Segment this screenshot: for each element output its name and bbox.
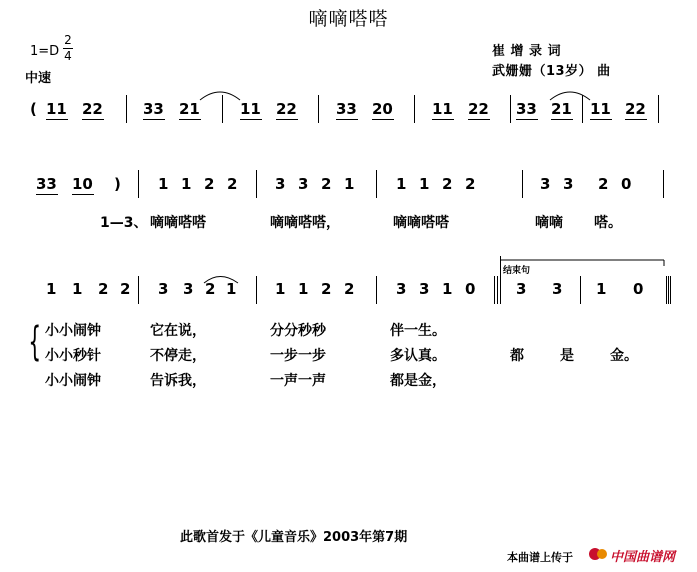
intro-lyric: 嘀嘀 [535, 215, 563, 231]
ending-label: 结束句 [503, 266, 531, 276]
note: 22 [276, 100, 297, 118]
note: 22 [625, 100, 646, 118]
note: 1 [596, 280, 607, 298]
note: 2 [98, 280, 109, 298]
note: 1 [442, 280, 453, 298]
note: 3 [396, 280, 407, 298]
note: 33 [143, 100, 164, 118]
note: 33 [36, 175, 57, 193]
note: 3 [298, 175, 309, 193]
tempo-marking: 中速 [25, 71, 52, 86]
note: ( [30, 100, 37, 118]
note: 2 [321, 280, 332, 298]
barline [510, 95, 511, 123]
upload-note: 本曲谱上传于 [507, 551, 573, 564]
verse-lyric: 小小闹钟 [45, 323, 101, 339]
site-logo[interactable]: 中国曲谱网 [610, 550, 676, 565]
time-signature-top: 2 [64, 33, 72, 47]
song-title: 嘀嘀嗒嗒 [308, 8, 389, 30]
note: 1 [158, 175, 169, 193]
note: 1 [344, 175, 355, 193]
verse-lyric: 都 [510, 348, 524, 364]
barline [582, 95, 583, 123]
final-barline [670, 276, 671, 304]
repeat-barline [494, 276, 495, 304]
beam-underline [143, 119, 165, 120]
verse-lyric: 金。 [610, 348, 638, 364]
verse-lyric: 告诉我， [150, 373, 206, 389]
verse-lyric: 一声一声 [270, 373, 326, 389]
verse-lyric: 分分秒秒 [270, 323, 326, 339]
verse-lyric: 是 [560, 348, 574, 364]
note: 10 [72, 175, 93, 193]
note: 33 [516, 100, 537, 118]
verse-lyric: 不停走， [150, 348, 206, 364]
beam-underline [36, 194, 58, 195]
note: 3 [516, 280, 527, 298]
verse-lyric: 小小闹钟 [45, 373, 101, 389]
barline [256, 170, 257, 198]
verse-lyric: 伴一生。 [390, 323, 446, 339]
beam-underline [240, 119, 262, 120]
note: 2 [344, 280, 355, 298]
intro-lyric: 嗒。 [594, 215, 622, 231]
note: 3 [540, 175, 551, 193]
barline [376, 170, 377, 198]
beam-underline [276, 119, 298, 120]
note: 1 [46, 280, 57, 298]
barline [376, 276, 377, 304]
verse-lyric: 小小秒针 [45, 348, 101, 364]
note: 20 [372, 100, 393, 118]
note: 3 [419, 280, 430, 298]
note: 2 [204, 175, 215, 193]
barline [522, 170, 523, 198]
beam-underline [336, 119, 358, 120]
note: 11 [46, 100, 67, 118]
verse-lyric: 一步一步 [270, 348, 326, 364]
barline [222, 95, 223, 123]
beam-underline [72, 194, 94, 195]
barline [318, 95, 319, 123]
note: 11 [590, 100, 611, 118]
note: 2 [120, 280, 131, 298]
verse-lyric: 都是金， [390, 373, 446, 389]
note: 2 [321, 175, 332, 193]
barline [580, 276, 581, 304]
beam-underline [590, 119, 612, 120]
tie-row1-b [550, 92, 590, 100]
note: 1 [275, 280, 286, 298]
note: 21 [179, 100, 200, 118]
barline [138, 170, 139, 198]
note: 3 [158, 280, 169, 298]
intro-lyric: 嘀嘀嗒嗒 [393, 215, 449, 231]
tie-row1-a [200, 92, 240, 100]
beam-underline [625, 119, 647, 120]
note: 2 [227, 175, 238, 193]
note: 3 [183, 280, 194, 298]
intro-lyric: 嘀嘀嗒嗒 [150, 215, 206, 231]
note: 22 [468, 100, 489, 118]
note: 1 [226, 280, 237, 298]
note: 1 [396, 175, 407, 193]
barline [414, 95, 415, 123]
barline [126, 95, 127, 123]
barline [138, 276, 139, 304]
final-barline [668, 276, 669, 304]
key-signature: 1=D [30, 44, 60, 59]
composer-credit: 武姗姗（13岁） 曲 [492, 64, 611, 79]
verse-brace: { [28, 319, 42, 365]
note: 21 [551, 100, 572, 118]
note: 0 [633, 280, 644, 298]
ending-barline [500, 256, 501, 304]
note: 2 [598, 175, 609, 193]
beam-underline [468, 119, 490, 120]
note: 1 [419, 175, 430, 193]
note: 11 [432, 100, 453, 118]
note: 3 [275, 175, 286, 193]
barline [658, 95, 659, 123]
time-signature-bottom: 4 [64, 49, 72, 63]
beam-underline [46, 119, 68, 120]
note: 3 [563, 175, 574, 193]
note: 2 [205, 280, 216, 298]
note: 11 [240, 100, 261, 118]
repeat-barline [497, 276, 498, 304]
beam-underline [372, 119, 394, 120]
beam-underline [516, 119, 538, 120]
publication-note: 此歌首发于《儿童音乐》2003年第7期 [180, 530, 408, 545]
tie-row3 [204, 277, 238, 284]
note: 22 [82, 100, 103, 118]
note: 1 [181, 175, 192, 193]
note: 2 [465, 175, 476, 193]
lyricist-credit: 崔 增 录 词 [492, 44, 562, 59]
barline [256, 276, 257, 304]
note: 1 [298, 280, 309, 298]
beam-underline [179, 119, 201, 120]
beam-underline [551, 119, 573, 120]
beam-underline [432, 119, 454, 120]
beam-underline [82, 119, 104, 120]
barline [666, 276, 667, 304]
intro-lyric: 嘀嘀嗒嗒， [270, 215, 340, 231]
verse-lyric: 它在说， [150, 323, 206, 339]
note: 1 [72, 280, 83, 298]
note: 0 [621, 175, 632, 193]
note: 0 [465, 280, 476, 298]
note: 33 [336, 100, 357, 118]
note: 3 [552, 280, 563, 298]
intro-lyric: 1—3、 [100, 215, 148, 231]
note: 2 [442, 175, 453, 193]
verse-lyric: 多认真。 [390, 348, 446, 364]
music-site-logo-icon [588, 547, 608, 561]
barline [663, 170, 664, 198]
note: ) [114, 175, 121, 193]
